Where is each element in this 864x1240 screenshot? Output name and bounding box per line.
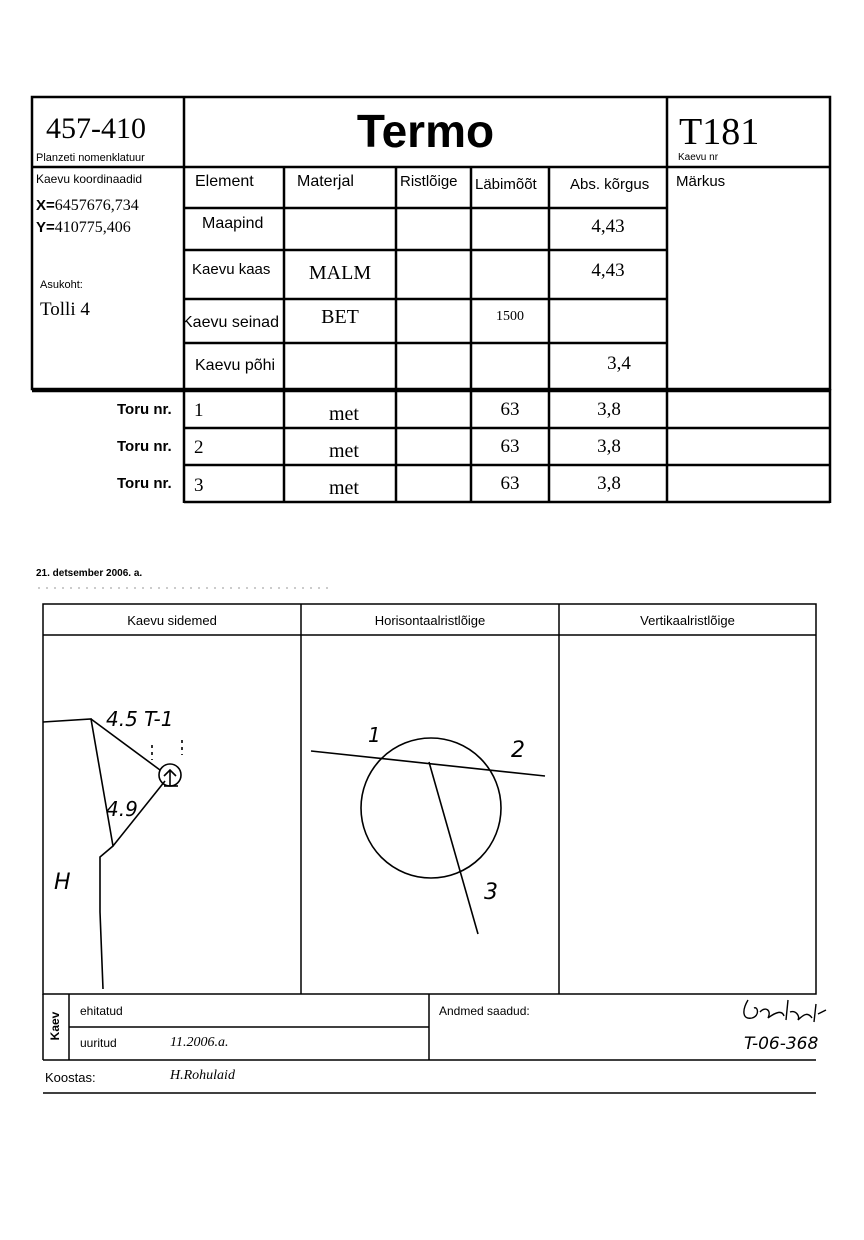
compiled-label: Koostas: bbox=[45, 1070, 96, 1085]
pipe-label: Toru nr. bbox=[117, 438, 172, 455]
document-date: 21. detsember 2006. a. bbox=[36, 568, 143, 579]
sketch-label-distance: 4.9 bbox=[106, 797, 138, 821]
well-number-label: Kaevu nr bbox=[678, 152, 719, 163]
sketch-pipe-2: 2 bbox=[511, 738, 525, 763]
row-element: Kaevu põhi bbox=[195, 357, 276, 374]
compiled-value: H.Rohulaid bbox=[170, 1068, 235, 1083]
pipe-material: met bbox=[329, 403, 359, 425]
pipe-material: met bbox=[329, 477, 359, 499]
col-header-diameter: Läbimõõt bbox=[475, 176, 537, 193]
pipe-height: 3,8 bbox=[597, 399, 621, 420]
pipe-height: 3,8 bbox=[597, 473, 621, 494]
row-height: 4,43 bbox=[591, 260, 625, 281]
row-element: Kaevu kaas bbox=[192, 261, 271, 278]
coords-label: Kaevu koordinaadid bbox=[36, 172, 143, 186]
address-label: Asukoht: bbox=[40, 279, 83, 291]
sketch-label-h: H bbox=[54, 870, 71, 895]
well-side-label: Kaev bbox=[48, 1011, 62, 1041]
pipe-material: met bbox=[329, 440, 359, 462]
well-number: T181 bbox=[679, 111, 760, 153]
data-received-label: Andmed saadud: bbox=[439, 1004, 530, 1018]
pipe-diameter: 63 bbox=[500, 399, 520, 420]
x-label: X= bbox=[36, 197, 55, 214]
pipe-label: Toru nr. bbox=[117, 475, 172, 492]
sketch-pipe-3: 3 bbox=[484, 880, 498, 905]
y-label: Y= bbox=[36, 219, 55, 236]
page-title: Termo bbox=[356, 105, 495, 157]
row-height: 4,43 bbox=[591, 216, 625, 237]
panel-title-ties: Kaevu sidemed bbox=[127, 613, 217, 628]
nomenclature-label: Planzeti nomenklatuur bbox=[36, 152, 145, 164]
pipe-number: 1 bbox=[194, 400, 204, 421]
col-header-material: Materjal bbox=[297, 173, 354, 190]
address-value: Tolli 4 bbox=[40, 299, 90, 320]
panel-title-vertical: Vertikaalristlõige bbox=[640, 613, 735, 628]
pipe-height: 3,8 bbox=[597, 436, 621, 457]
row-element: Maapind bbox=[202, 215, 264, 232]
row-material: BET bbox=[321, 306, 359, 328]
surveyed-label: uuritud bbox=[80, 1036, 117, 1050]
surveyed-value: 11.2006.a. bbox=[170, 1035, 229, 1050]
sketch-label-top: 4.5 T-1 bbox=[106, 707, 174, 731]
nomenclature-value: 457-410 bbox=[46, 112, 146, 145]
built-label: ehitatud bbox=[80, 1004, 123, 1018]
pipe-diameter: 63 bbox=[500, 473, 520, 494]
pipe-diameter: 63 bbox=[500, 436, 520, 457]
pipe-number: 2 bbox=[194, 437, 204, 458]
row-material: MALM bbox=[308, 262, 372, 284]
col-header-element: Element bbox=[195, 173, 254, 190]
row-element: Kaevu seinad bbox=[182, 314, 279, 331]
row-height: 3,4 bbox=[607, 353, 631, 374]
col-header-cross-section: Ristlõige bbox=[400, 173, 458, 190]
col-header-notes: Märkus bbox=[676, 173, 726, 190]
col-header-abs-height: Abs. kõrgus bbox=[570, 176, 650, 193]
sketch-pipe-1: 1 bbox=[368, 723, 381, 747]
x-value: 6457676,734 bbox=[54, 197, 139, 214]
row-diameter: 1500 bbox=[496, 309, 524, 324]
data-received-value: T-06-368 bbox=[744, 1034, 819, 1054]
y-value: 410775,406 bbox=[54, 219, 131, 236]
panel-title-horizontal: Horisontaalristlõige bbox=[374, 613, 486, 628]
pipe-number: 3 bbox=[194, 475, 204, 496]
pipe-label: Toru nr. bbox=[117, 401, 172, 418]
